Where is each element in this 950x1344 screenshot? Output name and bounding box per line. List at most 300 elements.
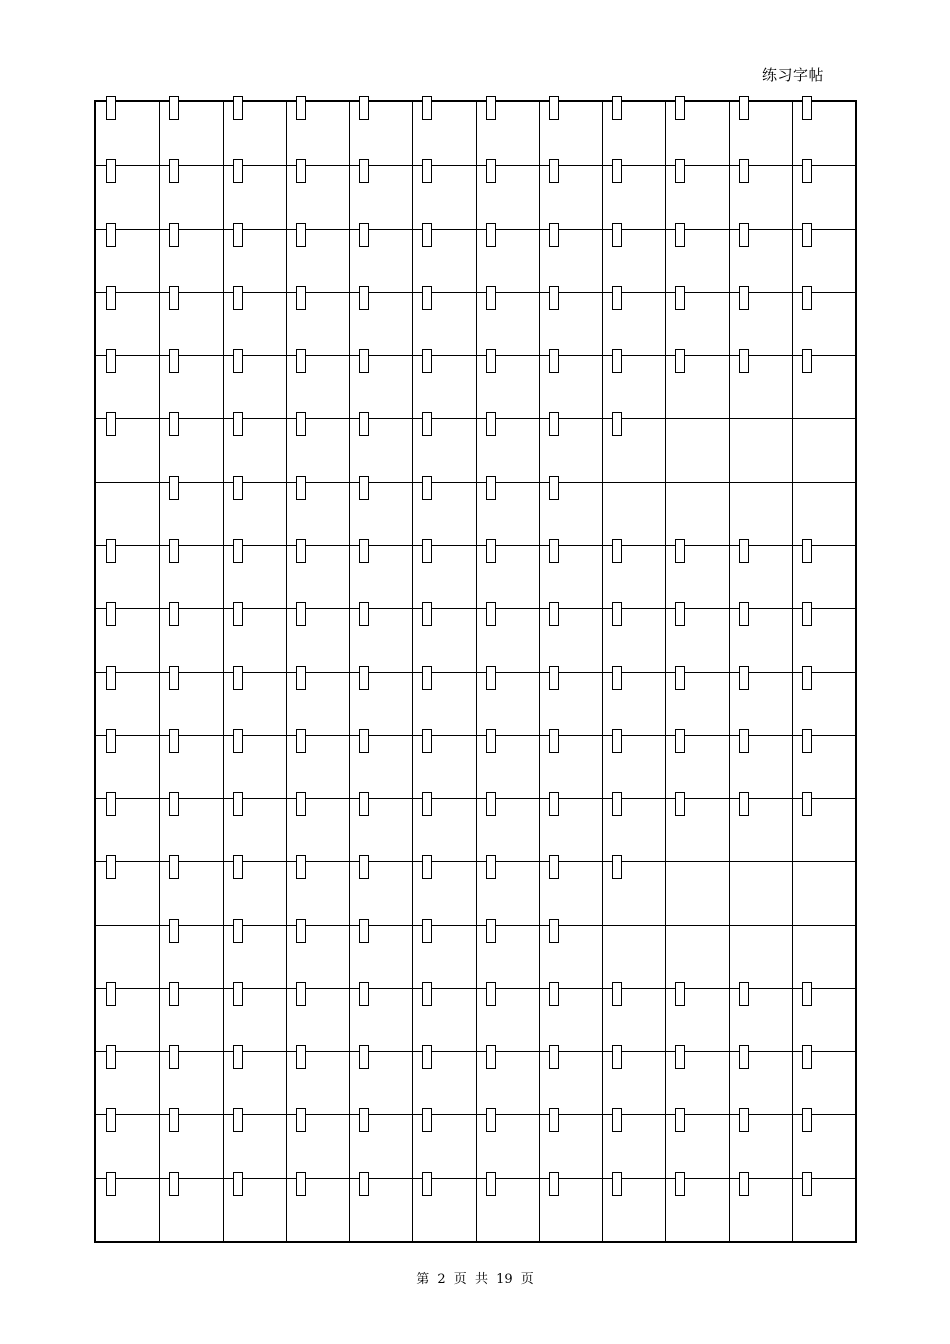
missing-glyph-icon (169, 223, 179, 247)
practice-cell (96, 349, 159, 413)
practice-cell (286, 982, 349, 1046)
missing-glyph-icon (675, 729, 685, 753)
missing-glyph-icon (486, 539, 496, 563)
missing-glyph-icon (486, 792, 496, 816)
missing-glyph-icon (169, 349, 179, 373)
practice-cell (665, 286, 728, 350)
practice-cell (792, 1172, 855, 1236)
practice-cell (159, 96, 222, 160)
missing-glyph-icon (422, 602, 432, 626)
practice-cell (349, 602, 412, 666)
practice-cell (412, 476, 475, 540)
practice-cell (412, 919, 475, 983)
missing-glyph-icon (802, 286, 812, 310)
missing-glyph-icon (233, 792, 243, 816)
practice-cell (286, 1172, 349, 1236)
practice-cell (539, 223, 602, 287)
missing-glyph-icon (359, 159, 369, 183)
missing-glyph-icon (233, 666, 243, 690)
practice-cell (96, 1108, 159, 1172)
practice-cell (412, 159, 475, 223)
practice-cell (159, 666, 222, 730)
missing-glyph-icon (612, 96, 622, 120)
practice-cell (223, 666, 286, 730)
missing-glyph-icon (233, 729, 243, 753)
missing-glyph-icon (296, 349, 306, 373)
practice-cell (539, 412, 602, 476)
practice-cell (539, 96, 602, 160)
practice-cell (665, 982, 728, 1046)
missing-glyph-icon (486, 1172, 496, 1196)
missing-glyph-icon (422, 1172, 432, 1196)
practice-cell (476, 349, 539, 413)
missing-glyph-icon (106, 159, 116, 183)
missing-glyph-icon (486, 982, 496, 1006)
missing-glyph-icon (486, 1045, 496, 1069)
practice-cell (349, 792, 412, 856)
practice-cell (159, 792, 222, 856)
practice-cell (539, 1108, 602, 1172)
missing-glyph-icon (739, 96, 749, 120)
practice-cell (665, 539, 728, 603)
missing-glyph-icon (106, 286, 116, 310)
missing-glyph-icon (296, 539, 306, 563)
practice-cell (602, 792, 665, 856)
practice-cell (476, 729, 539, 793)
practice-cell (159, 412, 222, 476)
missing-glyph-icon (739, 666, 749, 690)
practice-cell (539, 792, 602, 856)
missing-glyph-icon (106, 223, 116, 247)
footer-suffix: 页 (520, 1272, 534, 1287)
missing-glyph-icon (233, 159, 243, 183)
missing-glyph-icon (359, 666, 369, 690)
missing-glyph-icon (296, 1108, 306, 1132)
practice-cell (729, 223, 792, 287)
practice-cell (96, 159, 159, 223)
practice-cell (602, 539, 665, 603)
practice-cell (539, 729, 602, 793)
practice-cell (665, 602, 728, 666)
practice-cell (349, 666, 412, 730)
missing-glyph-icon (169, 792, 179, 816)
missing-glyph-icon (106, 96, 116, 120)
practice-cell (223, 539, 286, 603)
practice-cell (159, 223, 222, 287)
missing-glyph-icon (359, 1108, 369, 1132)
practice-cell (159, 539, 222, 603)
missing-glyph-icon (106, 855, 116, 879)
missing-glyph-icon (169, 729, 179, 753)
practice-cell (602, 1108, 665, 1172)
missing-glyph-icon (169, 602, 179, 626)
missing-glyph-icon (233, 539, 243, 563)
missing-glyph-icon (612, 602, 622, 626)
missing-glyph-icon (233, 412, 243, 436)
practice-cell (223, 1108, 286, 1172)
missing-glyph-icon (612, 1108, 622, 1132)
missing-glyph-icon (233, 286, 243, 310)
practice-cell (286, 855, 349, 919)
practice-cell (286, 286, 349, 350)
missing-glyph-icon (486, 476, 496, 500)
practice-cell (412, 792, 475, 856)
missing-glyph-icon (169, 159, 179, 183)
practice-cell (665, 1172, 728, 1236)
practice-cell (792, 666, 855, 730)
missing-glyph-icon (675, 792, 685, 816)
missing-glyph-icon (296, 1172, 306, 1196)
missing-glyph-icon (359, 792, 369, 816)
practice-cell (96, 96, 159, 160)
missing-glyph-icon (675, 1172, 685, 1196)
missing-glyph-icon (422, 855, 432, 879)
practice-cell (96, 855, 159, 919)
missing-glyph-icon (802, 159, 812, 183)
missing-glyph-icon (106, 602, 116, 626)
missing-glyph-icon (739, 792, 749, 816)
missing-glyph-icon (675, 159, 685, 183)
missing-glyph-icon (486, 1108, 496, 1132)
missing-glyph-icon (549, 1172, 559, 1196)
missing-glyph-icon (486, 666, 496, 690)
practice-cell (476, 666, 539, 730)
missing-glyph-icon (802, 223, 812, 247)
missing-glyph-icon (612, 223, 622, 247)
practice-cell (223, 286, 286, 350)
practice-cell (286, 223, 349, 287)
missing-glyph-icon (486, 919, 496, 943)
practice-cell (792, 539, 855, 603)
missing-glyph-icon (422, 666, 432, 690)
missing-glyph-icon (169, 982, 179, 1006)
missing-glyph-icon (296, 792, 306, 816)
missing-glyph-icon (169, 96, 179, 120)
practice-cell (286, 476, 349, 540)
missing-glyph-icon (106, 1108, 116, 1132)
practice-cell (539, 286, 602, 350)
practice-cell (665, 349, 728, 413)
practice-cell (96, 729, 159, 793)
missing-glyph-icon (169, 412, 179, 436)
practice-cell (539, 476, 602, 540)
missing-glyph-icon (486, 159, 496, 183)
practice-cell (602, 412, 665, 476)
footer-total-label: 共 (474, 1272, 488, 1287)
practice-cell (412, 412, 475, 476)
practice-cell (792, 96, 855, 160)
missing-glyph-icon (549, 1045, 559, 1069)
practice-cell (665, 792, 728, 856)
missing-glyph-icon (422, 539, 432, 563)
missing-glyph-icon (612, 539, 622, 563)
missing-glyph-icon (675, 982, 685, 1006)
missing-glyph-icon (739, 1108, 749, 1132)
practice-cell (729, 349, 792, 413)
missing-glyph-icon (612, 1045, 622, 1069)
missing-glyph-icon (233, 602, 243, 626)
missing-glyph-icon (296, 159, 306, 183)
practice-cell (412, 855, 475, 919)
missing-glyph-icon (612, 286, 622, 310)
missing-glyph-icon (422, 476, 432, 500)
missing-glyph-icon (486, 602, 496, 626)
missing-glyph-icon (169, 286, 179, 310)
practice-cell (223, 1172, 286, 1236)
practice-cell (412, 286, 475, 350)
practice-cell (159, 729, 222, 793)
practice-cell (476, 412, 539, 476)
practice-cell (349, 982, 412, 1046)
missing-glyph-icon (359, 412, 369, 436)
missing-glyph-icon (549, 159, 559, 183)
practice-cell (665, 1108, 728, 1172)
practice-cell (96, 666, 159, 730)
practice-cell (159, 349, 222, 413)
missing-glyph-icon (802, 602, 812, 626)
practice-cell (349, 1108, 412, 1172)
practice-cell (286, 412, 349, 476)
page-footer (0, 1268, 950, 1287)
practice-cell (539, 982, 602, 1046)
missing-glyph-icon (802, 729, 812, 753)
missing-glyph-icon (549, 349, 559, 373)
practice-cell (602, 729, 665, 793)
practice-cell (539, 666, 602, 730)
practice-cell (602, 602, 665, 666)
practice-cell (602, 286, 665, 350)
missing-glyph-icon (486, 729, 496, 753)
practice-cell (476, 1045, 539, 1109)
practice-cell (539, 159, 602, 223)
practice-cell (223, 159, 286, 223)
missing-glyph-icon (422, 96, 432, 120)
missing-glyph-icon (296, 602, 306, 626)
practice-cell (349, 539, 412, 603)
footer-total-pages: 19 (496, 1272, 513, 1287)
missing-glyph-icon (549, 1108, 559, 1132)
practice-cell (412, 729, 475, 793)
missing-glyph-icon (739, 159, 749, 183)
footer-prefix: 第 (416, 1272, 430, 1287)
practice-cell (412, 223, 475, 287)
practice-cell (223, 349, 286, 413)
missing-glyph-icon (233, 919, 243, 943)
missing-glyph-icon (739, 286, 749, 310)
practice-cell (286, 602, 349, 666)
missing-glyph-icon (296, 855, 306, 879)
practice-cell (286, 1108, 349, 1172)
practice-cell (476, 539, 539, 603)
practice-cell (412, 1172, 475, 1236)
practice-cell (96, 792, 159, 856)
missing-glyph-icon (675, 602, 685, 626)
practice-cell (539, 919, 602, 983)
missing-glyph-icon (802, 349, 812, 373)
practice-cell (286, 1045, 349, 1109)
missing-glyph-icon (675, 539, 685, 563)
missing-glyph-icon (296, 1045, 306, 1069)
missing-glyph-icon (549, 223, 559, 247)
practice-cell (286, 666, 349, 730)
missing-glyph-icon (612, 349, 622, 373)
missing-glyph-icon (422, 349, 432, 373)
missing-glyph-icon (675, 96, 685, 120)
practice-cell (412, 602, 475, 666)
missing-glyph-icon (169, 539, 179, 563)
practice-cell (349, 1172, 412, 1236)
missing-glyph-icon (422, 1045, 432, 1069)
missing-glyph-icon (802, 792, 812, 816)
missing-glyph-icon (359, 476, 369, 500)
practice-cell (223, 96, 286, 160)
practice-cell (96, 412, 159, 476)
practice-cell (96, 1172, 159, 1236)
missing-glyph-icon (169, 1045, 179, 1069)
practice-cell (159, 1172, 222, 1236)
practice-cell (223, 602, 286, 666)
practice-cell (602, 1172, 665, 1236)
missing-glyph-icon (296, 223, 306, 247)
missing-glyph-icon (296, 666, 306, 690)
missing-glyph-icon (802, 1108, 812, 1132)
missing-glyph-icon (233, 1108, 243, 1132)
practice-cell (792, 602, 855, 666)
missing-glyph-icon (802, 666, 812, 690)
practice-cell (96, 223, 159, 287)
missing-glyph-icon (549, 729, 559, 753)
missing-glyph-icon (233, 223, 243, 247)
practice-cell (159, 1108, 222, 1172)
practice-cell (665, 729, 728, 793)
practice-cell (792, 792, 855, 856)
missing-glyph-icon (612, 729, 622, 753)
practice-cell (476, 602, 539, 666)
missing-glyph-icon (106, 539, 116, 563)
missing-glyph-icon (739, 1045, 749, 1069)
practice-cell (223, 855, 286, 919)
missing-glyph-icon (106, 349, 116, 373)
missing-glyph-icon (675, 349, 685, 373)
missing-glyph-icon (169, 666, 179, 690)
missing-glyph-icon (802, 1172, 812, 1196)
practice-cell (96, 286, 159, 350)
practice-cell (476, 919, 539, 983)
missing-glyph-icon (233, 982, 243, 1006)
practice-cell (602, 349, 665, 413)
missing-glyph-icon (802, 96, 812, 120)
practice-cell (665, 223, 728, 287)
missing-glyph-icon (296, 286, 306, 310)
practice-cell (223, 476, 286, 540)
practice-cell (412, 982, 475, 1046)
missing-glyph-icon (422, 982, 432, 1006)
missing-glyph-icon (486, 96, 496, 120)
missing-glyph-icon (612, 159, 622, 183)
practice-grid (94, 100, 857, 1243)
missing-glyph-icon (549, 286, 559, 310)
practice-cell (349, 96, 412, 160)
practice-cell (223, 412, 286, 476)
missing-glyph-icon (359, 286, 369, 310)
practice-cell (286, 349, 349, 413)
missing-glyph-icon (422, 919, 432, 943)
practice-cell (223, 919, 286, 983)
practice-cell (96, 539, 159, 603)
missing-glyph-icon (296, 982, 306, 1006)
practice-cell (602, 159, 665, 223)
practice-cell (286, 96, 349, 160)
missing-glyph-icon (675, 286, 685, 310)
practice-cell (665, 96, 728, 160)
practice-cell (729, 666, 792, 730)
missing-glyph-icon (612, 982, 622, 1006)
practice-cell (602, 96, 665, 160)
missing-glyph-icon (359, 1045, 369, 1069)
practice-cell (349, 919, 412, 983)
practice-cell (349, 476, 412, 540)
practice-cell (223, 223, 286, 287)
missing-glyph-icon (739, 349, 749, 373)
missing-glyph-icon (359, 223, 369, 247)
missing-glyph-icon (675, 666, 685, 690)
practice-cell (539, 855, 602, 919)
missing-glyph-icon (106, 666, 116, 690)
practice-cell (665, 159, 728, 223)
practice-cell (349, 223, 412, 287)
missing-glyph-icon (169, 855, 179, 879)
missing-glyph-icon (739, 982, 749, 1006)
missing-glyph-icon (612, 1172, 622, 1196)
missing-glyph-icon (675, 1108, 685, 1132)
practice-cell (539, 1172, 602, 1236)
missing-glyph-icon (802, 1045, 812, 1069)
practice-cell (286, 792, 349, 856)
missing-glyph-icon (612, 412, 622, 436)
missing-glyph-icon (296, 96, 306, 120)
missing-glyph-icon (296, 476, 306, 500)
practice-cell (476, 792, 539, 856)
footer-page-unit: 页 (453, 1272, 467, 1287)
missing-glyph-icon (233, 855, 243, 879)
page-header-title: 练习字帖 (761, 66, 824, 84)
practice-cell (286, 539, 349, 603)
practice-cell (349, 159, 412, 223)
practice-cell (476, 286, 539, 350)
practice-cell (159, 919, 222, 983)
missing-glyph-icon (486, 349, 496, 373)
missing-glyph-icon (739, 1172, 749, 1196)
practice-cell (792, 286, 855, 350)
missing-glyph-icon (359, 349, 369, 373)
practice-cell (412, 96, 475, 160)
practice-cell (476, 855, 539, 919)
practice-cell (729, 159, 792, 223)
missing-glyph-icon (486, 855, 496, 879)
practice-cell (539, 602, 602, 666)
practice-cell (729, 1108, 792, 1172)
practice-cell (412, 349, 475, 413)
missing-glyph-icon (106, 792, 116, 816)
missing-glyph-icon (612, 855, 622, 879)
practice-cell (96, 602, 159, 666)
footer-page-number: 2 (437, 1272, 446, 1287)
practice-cell (349, 412, 412, 476)
practice-cell (729, 539, 792, 603)
practice-cell (412, 666, 475, 730)
practice-cell (539, 349, 602, 413)
practice-cell (729, 602, 792, 666)
